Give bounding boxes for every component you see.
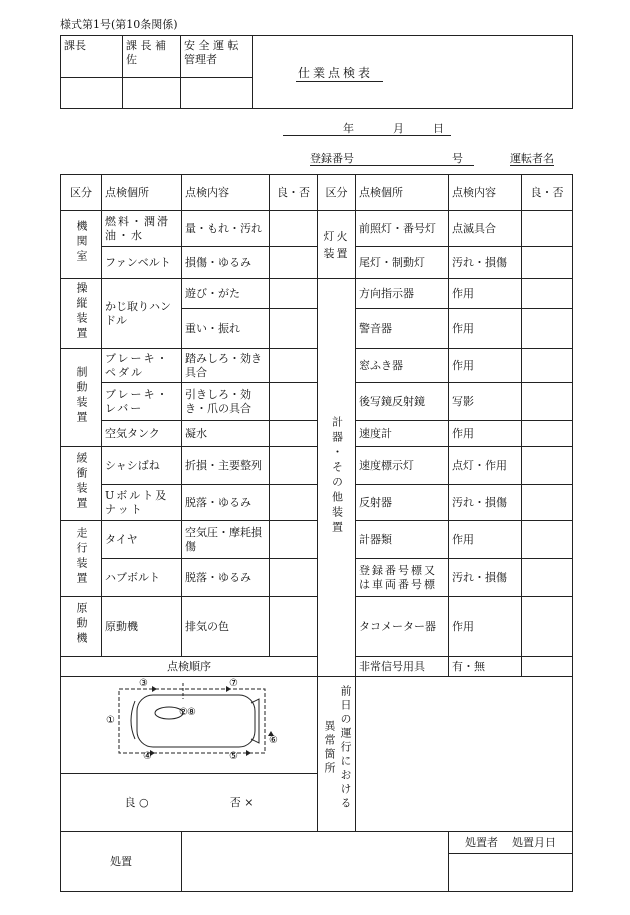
result-mirror[interactable] xyxy=(522,383,573,421)
part-gauges: 計器類 xyxy=(356,521,449,559)
header-row xyxy=(61,175,573,211)
arrow-left-icon xyxy=(152,686,157,692)
part-brake-pedal: ブレーキ・ペダル xyxy=(102,349,182,383)
table-row xyxy=(61,421,573,447)
step-4: ④ xyxy=(143,751,152,762)
content-gauges: 作用 xyxy=(449,521,522,559)
col-category-right: 区分 xyxy=(318,175,356,211)
approval-deputy-chief: 課 長 補 佐 xyxy=(123,36,181,78)
result-chassis-spring[interactable] xyxy=(270,447,318,485)
table-row xyxy=(61,485,573,521)
approval-safety-manager: 安 全 運 転 管理者 xyxy=(181,36,253,78)
result-fuel[interactable] xyxy=(270,211,318,247)
table-row xyxy=(61,559,573,597)
category-lights: 灯火装置 xyxy=(318,211,356,279)
category-brakes: 制動装置 xyxy=(61,349,102,447)
part-fuel: 燃料・潤滑油・水 xyxy=(102,211,182,247)
category-engine: 原動機 xyxy=(61,597,102,657)
result-taillight[interactable] xyxy=(522,247,573,279)
part-fanbelt: ファンベルト xyxy=(102,247,182,279)
result-speed-indicator[interactable] xyxy=(522,447,573,485)
step-6: ⑥ xyxy=(269,735,278,746)
part-reflector: 反射器 xyxy=(356,485,449,521)
result-steering-heavy[interactable] xyxy=(270,309,318,349)
content-fuel: 量・もれ・汚れ xyxy=(182,211,270,247)
content-engine: 排気の色 xyxy=(182,597,270,657)
legend-bad: 否 × xyxy=(229,795,254,809)
table-row xyxy=(61,349,573,383)
arrow-right-icon xyxy=(246,750,251,756)
legend-good: 良 ○ xyxy=(124,795,149,809)
table-row xyxy=(61,597,573,657)
anomaly-label-cell: 前日の運行における異常箇所 xyxy=(318,677,356,832)
part-speed-indicator: 速度標示灯 xyxy=(356,447,449,485)
part-chassis-spring: シャシばね xyxy=(102,447,182,485)
col-content-left: 点検内容 xyxy=(182,175,270,211)
content-horn: 作用 xyxy=(449,309,522,349)
part-turn-signal: 方向指示器 xyxy=(356,279,449,309)
content-tachograph: 作用 xyxy=(449,597,522,657)
result-reflector[interactable] xyxy=(522,485,573,521)
col-part-left: 点検個所 xyxy=(102,175,182,211)
result-steering-play[interactable] xyxy=(270,279,318,309)
result-u-bolt[interactable] xyxy=(270,485,318,521)
route-outline xyxy=(119,689,265,753)
table-row xyxy=(61,383,573,421)
content-wiper: 作用 xyxy=(449,349,522,383)
step-1: ① xyxy=(106,715,115,726)
part-air-tank: 空気タンク xyxy=(102,421,182,447)
table-row xyxy=(61,211,573,247)
content-turn-signal: 作用 xyxy=(449,279,522,309)
form-label: 様式第1号(第10条関係) xyxy=(60,18,178,31)
table-row xyxy=(61,657,573,677)
result-turn-signal[interactable] xyxy=(522,279,573,309)
registration-line[interactable] xyxy=(310,150,474,166)
handler-header xyxy=(449,832,573,854)
action-input[interactable] xyxy=(182,832,449,892)
action-label: 処置 xyxy=(61,832,182,892)
content-headlight: 点滅具合 xyxy=(449,211,522,247)
content-mirror: 写影 xyxy=(449,383,522,421)
category-running: 走行装置 xyxy=(61,521,102,597)
handler-label: 処置者 xyxy=(465,835,498,849)
part-plate: 登録番号標又は車両番号標 xyxy=(356,559,449,597)
content-steering-heavy: 重い・振れ xyxy=(182,309,270,349)
content-speedometer: 作用 xyxy=(449,421,522,447)
driver-name-label: 運転者名 xyxy=(510,152,554,165)
part-speedometer: 速度計 xyxy=(356,421,449,447)
part-steering: かじ取りハンドル xyxy=(102,279,182,349)
anomaly-input[interactable] xyxy=(356,677,573,832)
result-wiper[interactable] xyxy=(522,349,573,383)
content-brake-pedal: 踏みしろ・効き具合 xyxy=(182,349,270,383)
step-8: ⑧ xyxy=(187,707,196,718)
vehicle-body-icon xyxy=(137,695,255,747)
content-tire: 空気圧・摩耗損傷 xyxy=(182,521,270,559)
part-tire: タイヤ xyxy=(102,521,182,559)
diagram-row xyxy=(61,677,573,774)
step-3: ③ xyxy=(139,678,148,689)
registration-suffix: 号 xyxy=(452,152,463,165)
col-part-right: 点検個所 xyxy=(356,175,449,211)
part-emergency-signal: 非常信号用具 xyxy=(356,657,449,677)
result-fanbelt[interactable] xyxy=(270,247,318,279)
approval-section-chief: 課長 xyxy=(61,36,123,78)
content-speed-indicator: 点灯・作用 xyxy=(449,447,522,485)
category-engine-room: 機関室 xyxy=(61,211,102,279)
year-label: 年 xyxy=(343,122,354,135)
handler-input[interactable] xyxy=(449,854,573,892)
part-hub-bolt: ハブボルト xyxy=(102,559,182,597)
table-row xyxy=(61,521,573,559)
result-tachograph[interactable] xyxy=(522,597,573,657)
vehicle-route-diagram xyxy=(61,677,317,769)
content-brake-lever: 引きしろ・効き・爪の具合 xyxy=(182,383,270,421)
result-engine[interactable] xyxy=(270,597,318,657)
content-chassis-spring: 折損・主要整列 xyxy=(182,447,270,485)
col-result-right: 良・否 xyxy=(522,175,573,211)
result-brake-pedal[interactable] xyxy=(270,349,318,383)
result-plate[interactable] xyxy=(522,559,573,597)
vehicle-front-bumper xyxy=(131,701,135,739)
col-content-right: 点検内容 xyxy=(449,175,522,211)
category-steering: 操縦装置 xyxy=(61,279,102,349)
date-line[interactable] xyxy=(283,120,451,136)
step-7: ⑦ xyxy=(229,678,238,689)
content-taillight: 汚れ・損傷 xyxy=(449,247,522,279)
part-brake-lever: ブレーキ・レバー xyxy=(102,383,182,421)
result-air-tank[interactable] xyxy=(270,421,318,447)
table-row xyxy=(61,447,573,485)
step-5: ⑤ xyxy=(229,751,238,762)
col-result-left: 良・否 xyxy=(270,175,318,211)
content-air-tank: 凝水 xyxy=(182,421,270,447)
part-u-bolt: Uボルト及ナット xyxy=(102,485,182,521)
legend-cell xyxy=(61,774,318,832)
col-category-left: 区分 xyxy=(61,175,102,211)
inspection-order-diagram xyxy=(61,677,318,774)
category-suspension: 緩衝装置 xyxy=(61,447,102,521)
part-headlight: 前照灯・番号灯 xyxy=(356,211,449,247)
content-emergency-signal: 有・無 xyxy=(449,657,522,677)
content-u-bolt: 脱落・ゆるみ xyxy=(182,485,270,521)
page-title: 仕業点検表 xyxy=(296,64,383,82)
result-speedometer[interactable] xyxy=(522,421,573,447)
result-emergency-signal[interactable] xyxy=(522,657,573,677)
result-tire[interactable] xyxy=(270,521,318,559)
registration-label: 登録番号 xyxy=(310,152,354,165)
table-row xyxy=(61,247,573,279)
content-steering-play: 遊び・がた xyxy=(182,279,270,309)
month-label: 月 xyxy=(393,122,404,135)
stamp-box-2[interactable] xyxy=(123,78,181,109)
category-instruments: 計器・その他装置 xyxy=(318,279,356,677)
step-2: ② xyxy=(179,707,188,718)
result-hub-bolt[interactable] xyxy=(270,559,318,597)
day-label: 日 xyxy=(433,122,444,135)
part-horn: 警音器 xyxy=(356,309,449,349)
result-horn[interactable] xyxy=(522,309,573,349)
part-wiper: 窓ふき器 xyxy=(356,349,449,383)
part-tachograph: タコメーター器 xyxy=(356,597,449,657)
stamp-box-3[interactable] xyxy=(181,78,253,109)
content-reflector: 汚れ・損傷 xyxy=(449,485,522,521)
content-fanbelt: 損傷・ゆるみ xyxy=(182,247,270,279)
content-plate: 汚れ・損傷 xyxy=(449,559,522,597)
inspection-table xyxy=(60,174,573,892)
handled-date-label: 処置月日 xyxy=(512,835,556,849)
part-mirror: 後写鏡反射鏡 xyxy=(356,383,449,421)
table-row xyxy=(61,279,573,309)
content-hub-bolt: 脱落・ゆるみ xyxy=(182,559,270,597)
result-headlight[interactable] xyxy=(522,211,573,247)
result-gauges[interactable] xyxy=(522,521,573,559)
part-taillight: 尾灯・制動灯 xyxy=(356,247,449,279)
stamp-box-1[interactable] xyxy=(61,78,123,109)
result-brake-lever[interactable] xyxy=(270,383,318,421)
part-engine: 原動機 xyxy=(102,597,182,657)
inspection-order-label: 点検順序 xyxy=(61,657,318,677)
table-row xyxy=(61,832,573,854)
